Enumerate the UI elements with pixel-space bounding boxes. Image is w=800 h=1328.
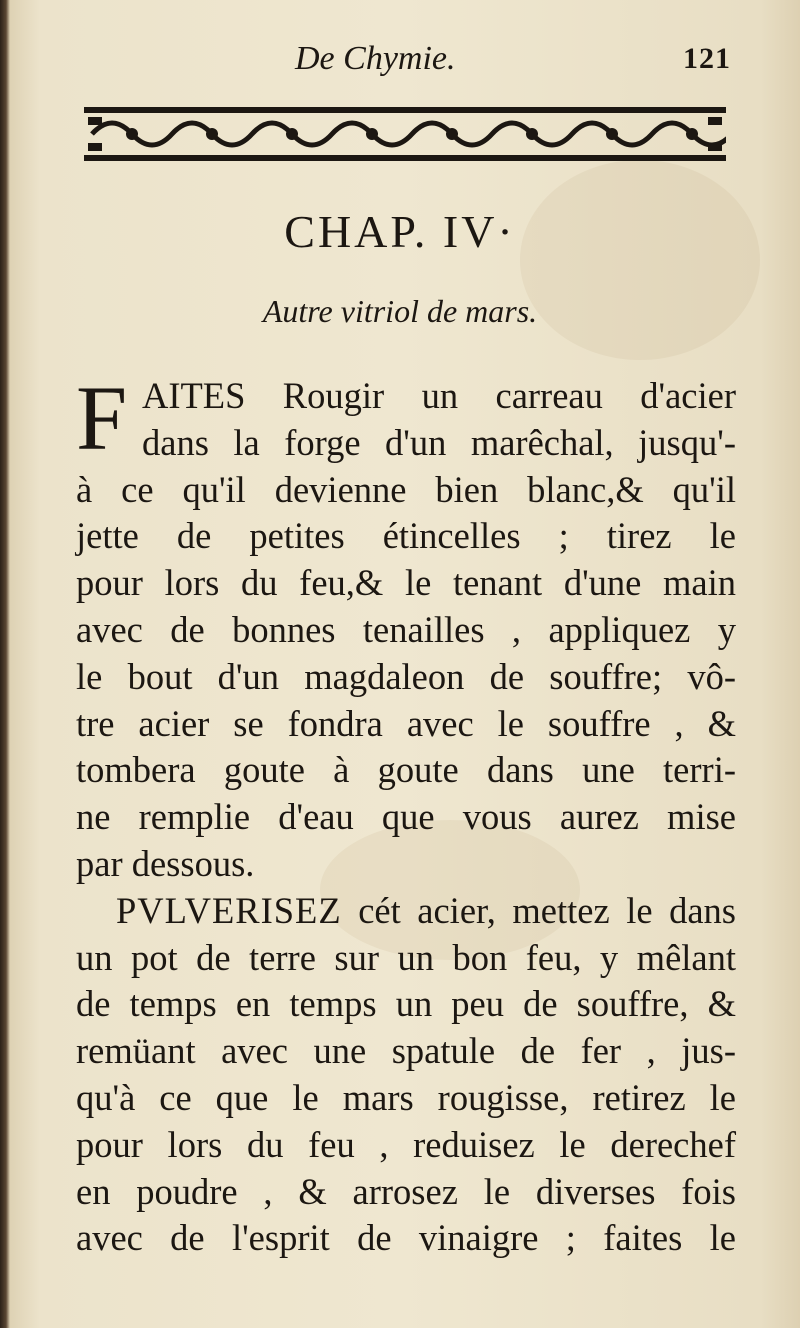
text-line: par dessous. — [76, 842, 255, 884]
line-text: AITES Rougir un carreau d'acier — [142, 375, 736, 416]
text-line: pour lors du feu,& le tenant d'une main — [76, 562, 736, 604]
text-line: un pot de terre sur un bon feu, y mêlant — [76, 936, 736, 978]
running-header — [0, 40, 800, 90]
text-line: le bout d'un magdaleon de souffre; vô- — [76, 655, 736, 697]
line-text: cét acier, mettez le dans — [341, 889, 736, 931]
text-line: de temps en temps un peu de souffre, & — [76, 983, 736, 1025]
text-line — [76, 888, 736, 935]
paragraph-lead-word: PVLVERISEZ — [116, 889, 342, 931]
running-title: De Chymie. — [295, 40, 456, 77]
text-line: avec de bonnes tenailles , appliquez y — [76, 608, 736, 650]
decorative-headpiece — [84, 103, 726, 165]
chapter-heading: CHAP. IV· — [284, 206, 516, 257]
text-line: avec de l'esprit de vinaigre ; faites le — [76, 1217, 736, 1259]
body-text — [76, 367, 736, 1262]
text-line: tombera goute à goute dans une terri- — [76, 749, 736, 791]
chapter-subtitle: Autre vitriol de mars. — [262, 293, 538, 329]
page-binding-edge — [0, 0, 10, 1328]
text-line: qu'à ce que le mars rougisse, retirez le — [76, 1076, 736, 1118]
text-line: tre acier se fondra avec le souffre , & — [76, 702, 736, 744]
page-number: 121 — [683, 42, 731, 75]
drop-capital: F — [76, 367, 128, 469]
text-line: à ce qu'il devienne bien blanc,& qu'il — [76, 468, 736, 510]
text-line: remüant avec une spatule de fer , jus- — [76, 1030, 736, 1072]
text-line: ne remplie d'eau que vous aurez mise — [76, 796, 736, 838]
text-line: pour lors du feu , reduisez le derechef — [76, 1123, 736, 1165]
text-line: en poudre , & arrosez le diverses fois — [76, 1170, 736, 1212]
text-line: jette de petites étincelles ; tirez le — [76, 515, 736, 557]
paper-stain — [520, 160, 760, 360]
text-line: dans la forge d'un marêchal, jusqu'- — [142, 421, 736, 463]
